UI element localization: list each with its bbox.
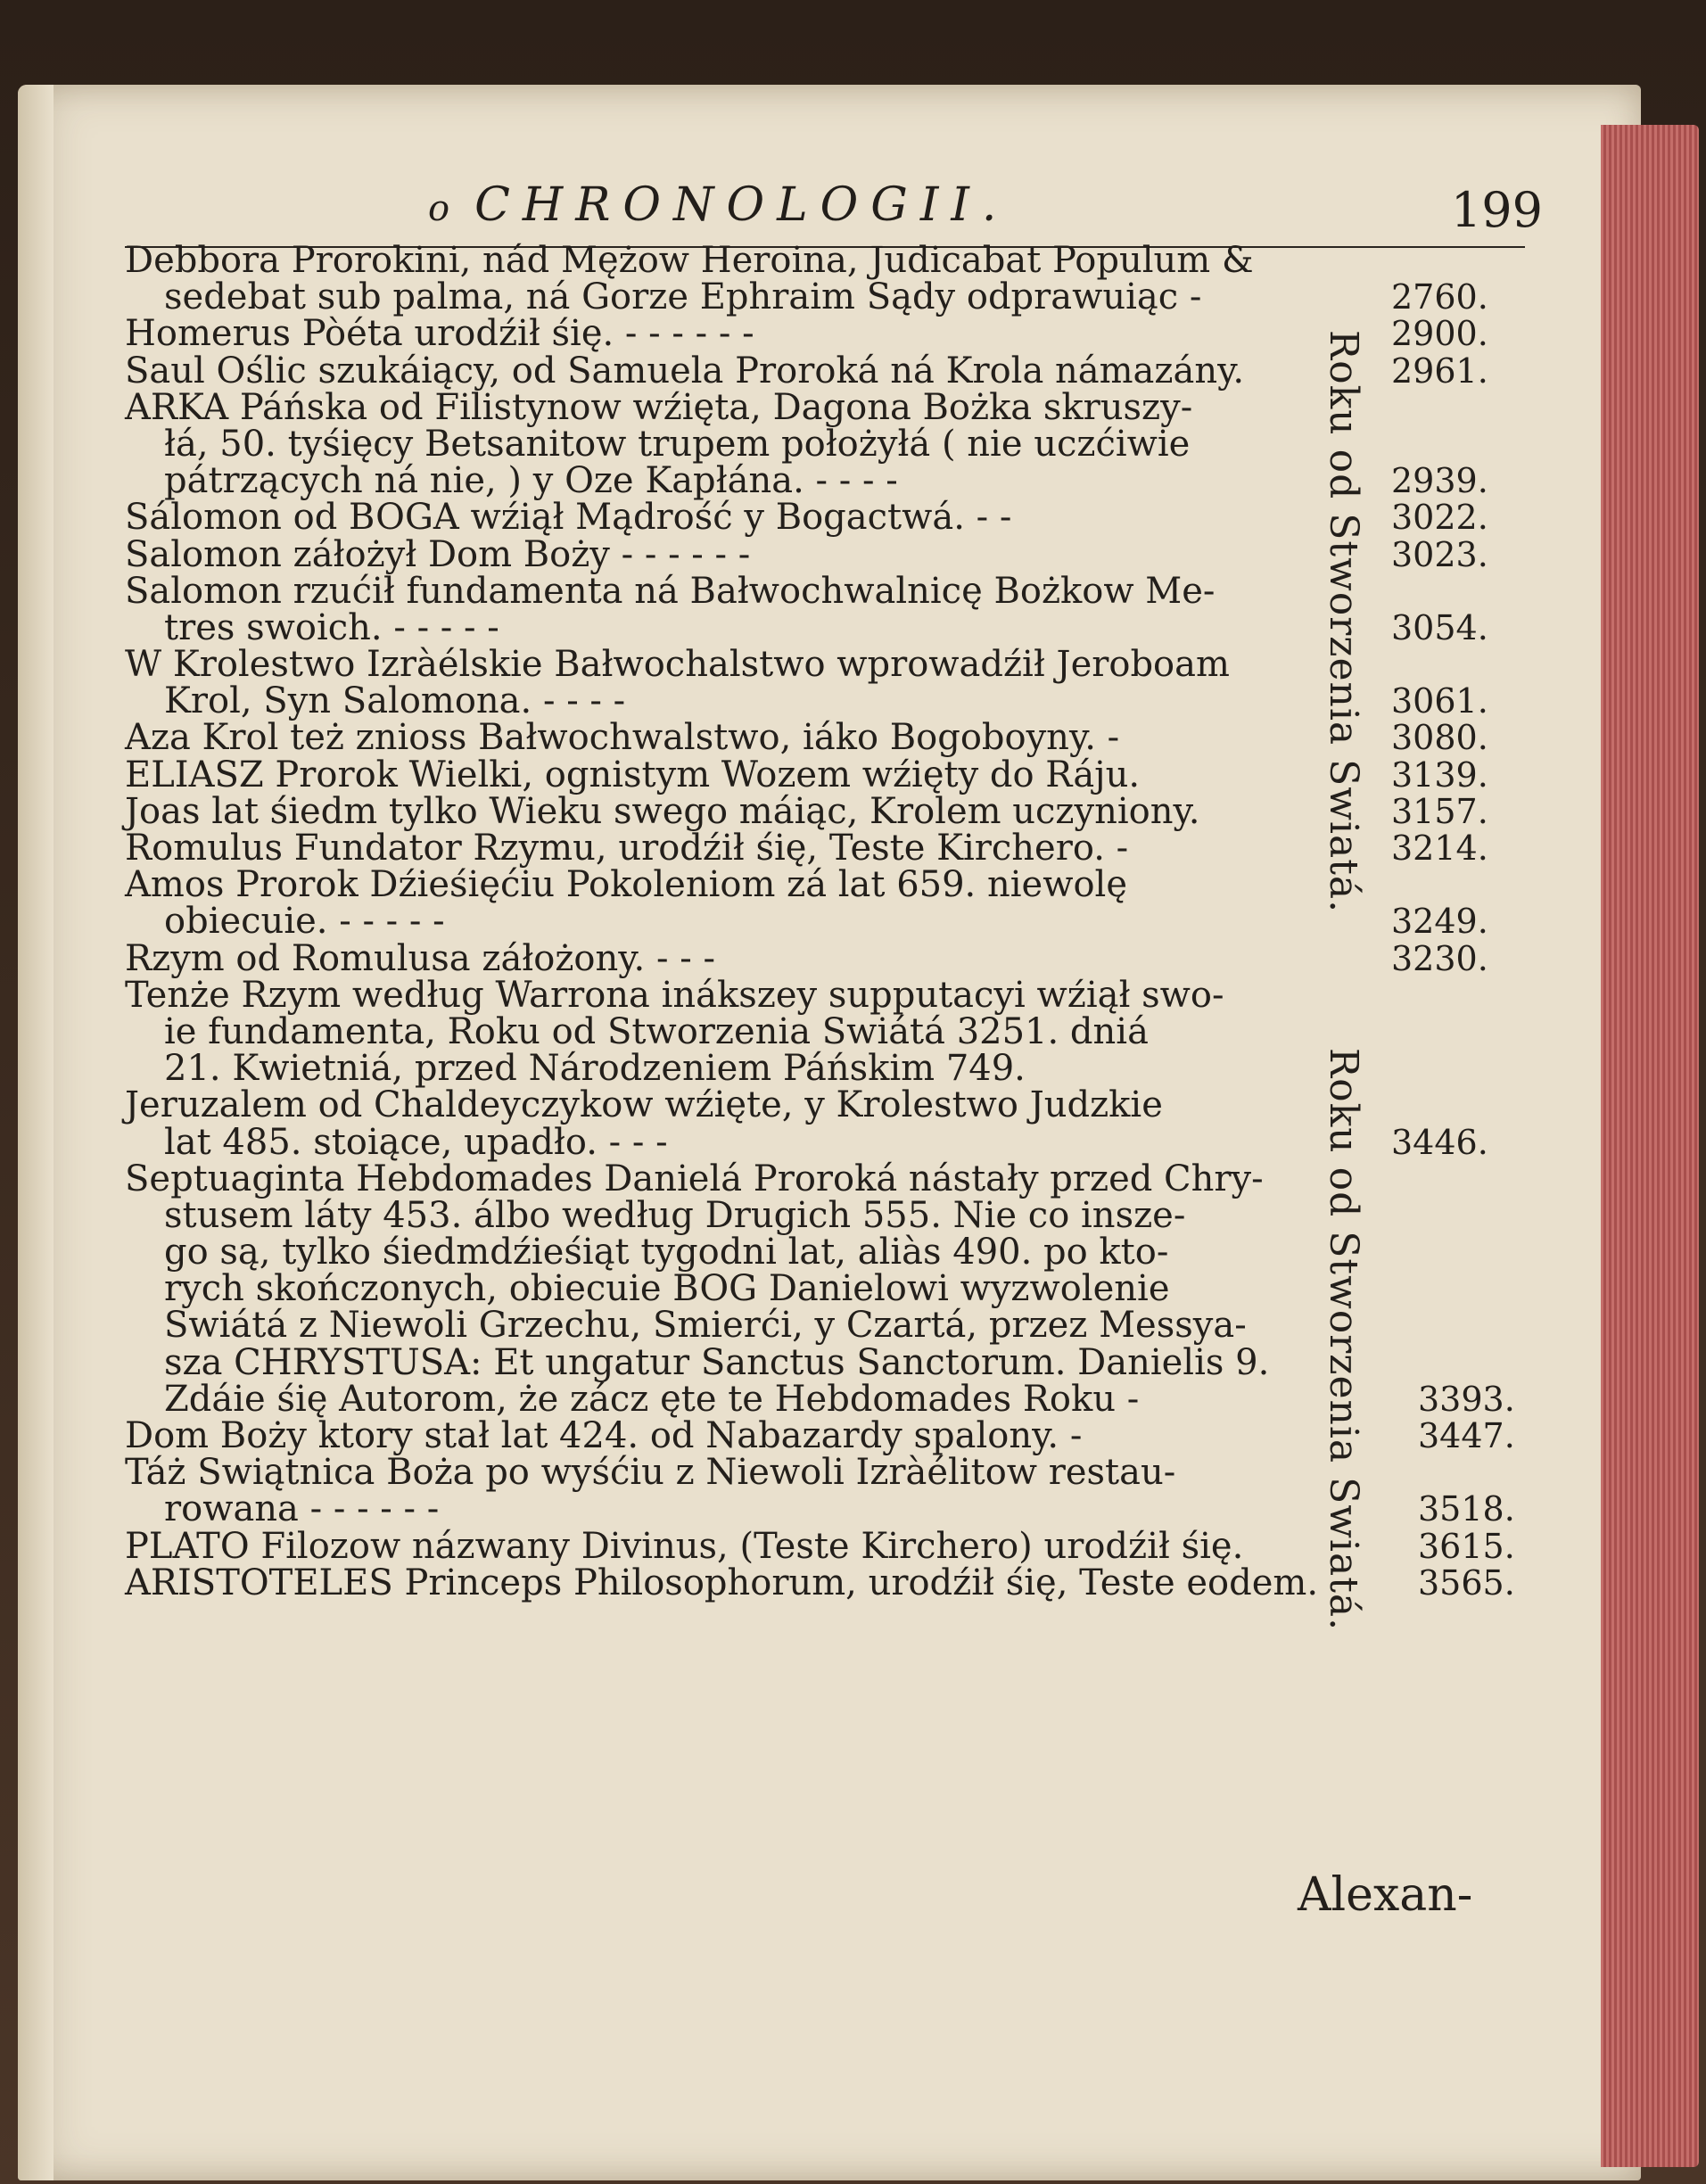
entry-text: Swiátá z Niewoli Grzechu, Smierći, y Czartá, przez Messya- (164, 1305, 1247, 1347)
entry-year: 3565. (1418, 1562, 1515, 1603)
entry-year: 3023. (1391, 534, 1488, 574)
entry-year: 3615. (1418, 1526, 1515, 1566)
margin-note-1: Roku od Stworzenia Swiatá. (1321, 330, 1366, 914)
entry-text: Homerus Pòéta urodźił śię. - - - - - - (125, 313, 754, 355)
entry-line (125, 1562, 1515, 1603)
entry-text: Krol, Syn Salomona. - - - - (164, 680, 626, 722)
entry-line (125, 864, 1498, 906)
catchword: Alexan- (1298, 1868, 1473, 1922)
entry-line (125, 1158, 1498, 1199)
entry-text: obiecuie. - - - - - (164, 901, 445, 943)
entry-line (125, 350, 1498, 391)
margin-note-2: Roku od Stworzenia Swiatá. (1321, 1048, 1366, 1632)
entry-line (125, 937, 1498, 979)
entry-line (125, 1234, 1498, 1271)
entry-text: ARKA Páńska od Filistynow wźięta, Dagona Bożka skruszy- (125, 386, 1193, 428)
entry-text: 21. Kwietniá, przed Národzeniem Páńskim 749. (164, 1048, 1026, 1090)
entry-text: lat 485. stoiące, upadło. - - - (164, 1121, 668, 1163)
entry-text: Zdáie śię Autorom, że zácz ęte te Hebdomades Roku - (164, 1378, 1140, 1420)
page-edges (1601, 125, 1699, 2167)
entry-year: 3157. (1391, 791, 1488, 831)
entry-line (125, 644, 1498, 686)
entry-line (125, 570, 1498, 612)
entry-line (125, 240, 1498, 281)
entry-text: Joas lat śiedm tylko Wieku swego máiąc, Krolem uczyniony. (125, 790, 1200, 832)
entry-line (125, 1305, 1498, 1347)
entry-line (125, 1121, 1498, 1163)
chronology-text (125, 240, 1515, 1603)
entry-line (125, 754, 1498, 795)
entry-text: Jeruzalem od Chaldeyczykow wźięte, y Krolestwo Judzkie (125, 1084, 1163, 1126)
entry-text: pátrzących ná nie, ) y Oze Kapłána. - - - - (164, 460, 898, 502)
running-title-text: CHRONOLOGII. (474, 178, 1010, 232)
entry-text: Debbora Prorokini, nád Mężow Heroina, Judicabat Populum & (125, 240, 1254, 281)
entry-text: Sálomon od BOGA wźiął Mądrość y Bogactwá. - - (125, 497, 1012, 539)
entry-line (125, 606, 1498, 648)
entry-line (125, 901, 1498, 943)
entry-line (125, 1525, 1515, 1567)
entry-year: 3518. (1418, 1489, 1515, 1529)
header-ornament: o (428, 188, 450, 229)
entry-text: go są, tylko śiedmdźieśiąt tygodni lat, aliàs 490. po kto- (164, 1232, 1169, 1273)
entry-text: Rzym od Romulusa záłożony. - - - (125, 937, 715, 979)
entry-text: Saul Oślic szukáiący, od Samuela Proroká ná Krola námazány. (125, 350, 1245, 391)
entry-text: ARISTOTELES Princeps Philosophorum, urodźił śię, Teste eodem. (125, 1562, 1319, 1603)
entry-year: 2939. (1391, 461, 1488, 501)
entry-line (125, 830, 1498, 867)
entry-line (125, 1488, 1515, 1530)
entry-line (125, 276, 1498, 318)
entry-text: sza CHRYSTUSA: Et ungatur Sanctus Sanctorum. Danielis 9. (164, 1341, 1270, 1383)
entry-text: ELIASZ Prorok Wielki, ognistym Wozem wźięty do Ráju. (125, 754, 1141, 795)
entry-line (125, 1378, 1515, 1420)
entry-line (125, 460, 1498, 502)
entry-line (125, 1010, 1498, 1052)
entry-line (125, 1194, 1498, 1236)
entry-line (125, 423, 1498, 465)
entry-text: PLATO Filozow názwany Divinus, (Teste Kirchero) urodźił śię. (125, 1525, 1244, 1567)
entry-text: Aza Krol też znioss Bałwochwalstwo, iáko Bogoboyny. - (125, 717, 1120, 759)
entry-year: 3446. (1391, 1122, 1488, 1162)
running-header (125, 178, 1543, 250)
entry-line (125, 680, 1498, 722)
entry-year: 3230. (1391, 938, 1488, 978)
entry-line (125, 1268, 1498, 1310)
entry-text: Tenże Rzym według Warrona inákszey supputacyi wźiął swo- (125, 974, 1224, 1016)
entry-year: 3249. (1391, 902, 1488, 942)
entry-text: rowana - - - - - - (164, 1488, 440, 1530)
entry-text: sedebat sub palma, ná Gorze Ephraim Sądy odprawuiąc - (164, 276, 1202, 318)
entry-year: 2760. (1391, 277, 1488, 317)
entry-line (125, 497, 1498, 539)
entry-year: 3054. (1391, 607, 1488, 647)
entry-year: 2900. (1391, 314, 1488, 354)
entry-text: Salomon záłożył Dom Boży - - - - - - (125, 533, 751, 575)
entry-text: tres swoich. - - - - - (164, 606, 499, 648)
entry-text: Romulus Fundator Rzymu, urodźił śię, Teste Kirchero. - (125, 828, 1129, 869)
entry-text: Septuaginta Hebdomades Danielá Proroká nástały przed Chry- (125, 1158, 1264, 1199)
gutter-shadow (18, 85, 54, 2180)
entry-line (125, 790, 1498, 832)
entry-line (125, 1084, 1498, 1126)
page-number: 199 (1450, 182, 1543, 238)
entry-year: 3139. (1391, 754, 1488, 795)
entry-line (125, 533, 1498, 575)
entry-year: 3214. (1391, 828, 1488, 868)
entry-line (125, 717, 1498, 759)
entry-year: 3022. (1391, 498, 1488, 538)
entry-text: Táż Swiątnica Boża po wyśćiu z Niewoli Izràélitow restau- (125, 1452, 1176, 1494)
entry-text: Salomon rzućił fundamenta ná Bałwochwalnicę Bożkow Me- (125, 570, 1216, 612)
entry-year: 2961. (1391, 350, 1488, 391)
entry-line (125, 386, 1498, 428)
entry-line (125, 1341, 1498, 1383)
entry-line (125, 974, 1498, 1016)
entry-line (125, 313, 1498, 355)
running-title (428, 178, 1009, 232)
entry-text: Amos Prorok Dźieśięćiu Pokoleniom zá lat 659. niewolę (125, 864, 1127, 906)
entry-year: 3061. (1391, 681, 1488, 721)
entry-text: stusem láty 453. álbo według Drugich 555. Nie co insze- (164, 1194, 1186, 1236)
entry-year: 3080. (1391, 718, 1488, 758)
entry-line (125, 1452, 1498, 1494)
entry-text: łá, 50. tyśięcy Betsanitow trupem położyłá ( nie uczćiwie (164, 423, 1191, 465)
entry-year: 3447. (1418, 1416, 1515, 1455)
entry-text: ie fundamenta, Roku od Stworzenia Swiátá 3251. dniá (164, 1010, 1149, 1052)
entry-text: W Krolestwo Izràélskie Bałwochalstwo wprowadźił Jeroboam (125, 644, 1230, 686)
entry-text: Dom Boży ktory stał lat 424. od Nabazardy spalony. - (125, 1415, 1083, 1456)
entry-text: rych skończonych, obiecuie BOG Danielowi wyzwolenie (164, 1268, 1170, 1310)
entry-line (125, 1415, 1515, 1456)
entry-year: 3393. (1418, 1379, 1515, 1419)
entry-line (125, 1048, 1498, 1090)
